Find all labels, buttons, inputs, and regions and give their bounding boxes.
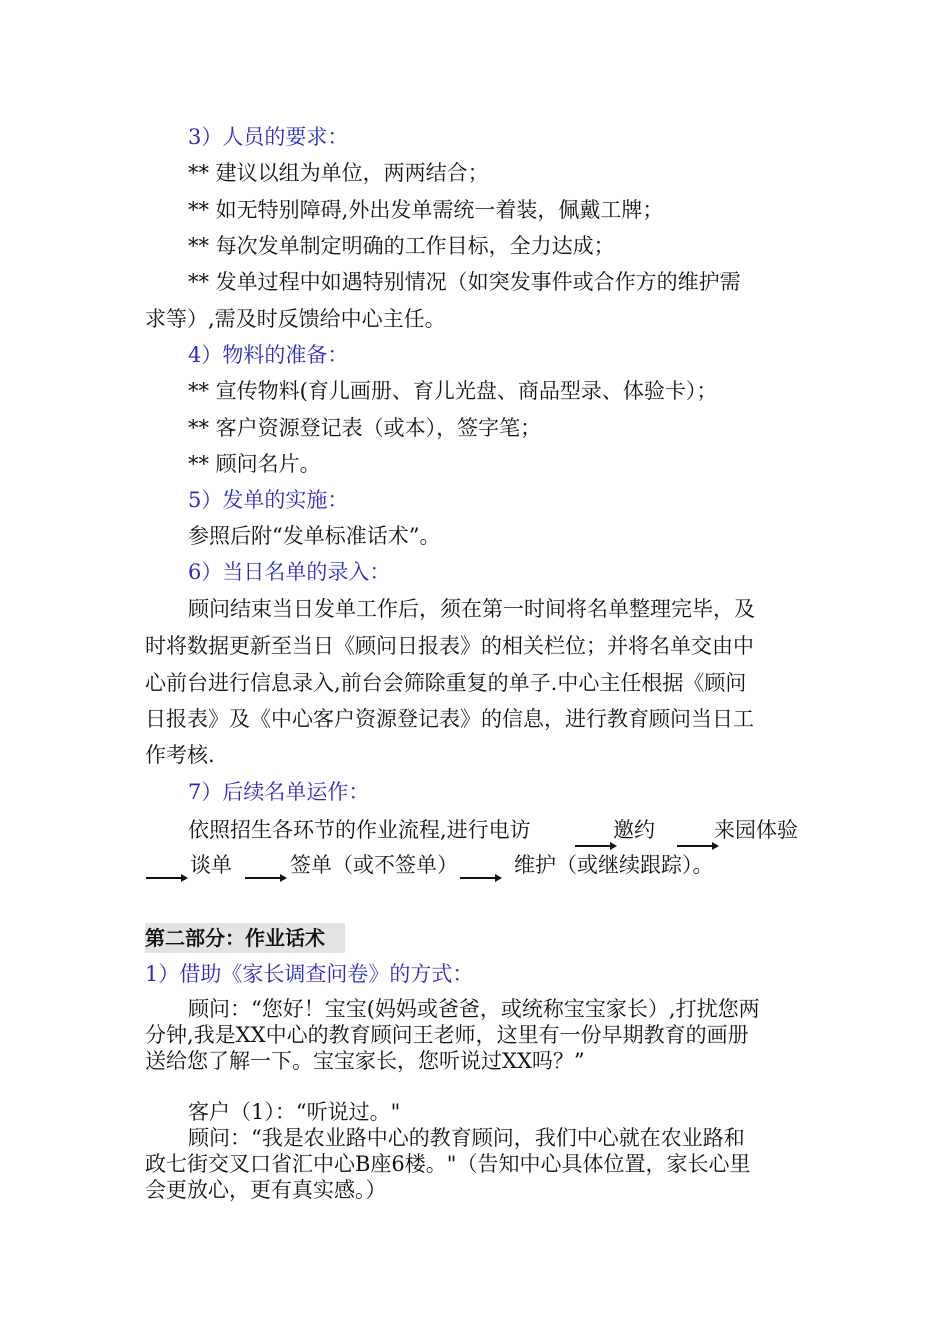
flow-step-sign: 签单（或不签单） [290,853,458,877]
heading-questionnaire-method: 1）借助《家长调查问卷》的方式： [145,962,474,986]
list-item: ** 如无特别障碍,外出发单需统一着装，佩戴工牌； [188,198,664,222]
list-item-continued: 求等）,需及时反馈给中心主任。 [145,307,446,331]
heading-daily-entry: 6）当日名单的录入： [188,560,391,584]
heading-follow-up: 7）后续名单运作： [188,780,370,804]
paragraph-line: 日报表》及《中心客户资源登记表》的信息，进行教育顾问当日工 [145,707,754,731]
dialog-line: 会更放心，更有真实感。） [145,1178,387,1202]
list-item: ** 宣传物料(育儿画册、育儿光盘、商品型录、体验卡）； [188,379,718,403]
heading-staff-requirements: 3）人员的要求： [188,125,349,149]
list-item: ** 建议以组为单位，两两结合； [188,161,489,185]
flow-intro: 依照招生各环节的作业流程,进行电访 [188,818,531,842]
dialog-line: 顾问：“我是农业路中心的教育顾问，我们中心就在农业路和 [188,1126,745,1150]
flow-step-visit: 来园体验 [714,818,798,842]
heading-materials: 4）物料的准备： [188,343,349,367]
list-item: ** 发单过程中如遇特别情况（如突发事件或合作方的维护需 [188,270,741,294]
list-item: ** 每次发单制定明确的工作目标，全力达成； [188,234,615,258]
dialog-line: 客户（1）：“听说过。" [188,1100,401,1124]
dialog-line: 送给您了解一下。宝宝家长，您听说过XX吗？” [145,1049,585,1073]
dialog-line: 政七街交叉口省汇中心B座6楼。"（告知中心具体位置，家长心里 [145,1152,751,1176]
flow-step-invite: 邀约 [613,818,655,842]
arrow-right-icon [574,836,618,850]
arrow-right-icon [145,870,189,884]
heading-implementation: 5）发单的实施： [188,488,349,512]
part-title: 第二部分：作业话术 [145,926,325,950]
list-item: ** 顾问名片。 [188,452,321,476]
arrow-right-icon [244,870,288,884]
list-item: ** 客户资源登记表（或本），签字笔； [188,416,542,440]
flow-step-maintain: 维护（或继续跟踪）。 [514,853,714,877]
paragraph-line: 作考核. [145,743,215,767]
flow-step-negotiate: 谈单 [190,853,232,877]
paragraph-line: 时将数据更新至当日《顾问日报表》的相关栏位；并将名单交由中 [145,634,754,658]
arrow-right-icon [459,870,503,884]
dialog-line: 顾问：“您好！宝宝(妈妈或爸爸，或统称宝宝家长）,打扰您两 [188,997,760,1021]
dialog-line: 分钟,我是XX中心的教育顾问王老师，这里有一份早期教育的画册 [145,1023,749,1047]
paragraph-line: 顾问结束当日发单工作后，须在第一时间将名单整理完毕，及 [188,597,755,621]
paragraph: 参照后附“发单标准话术”。 [188,524,441,548]
paragraph-line: 心前台进行信息录入,前台会筛除重复的单子.中心主任根据《顾问 [145,671,747,695]
